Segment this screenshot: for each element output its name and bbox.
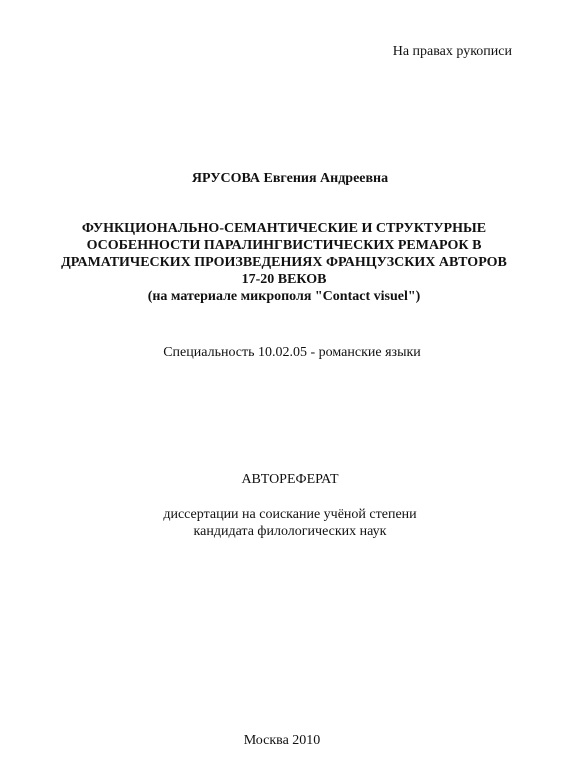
document-type: АВТОРЕФЕРАТ — [241, 472, 339, 487]
title-line-3: ДРАМАТИЧЕСКИХ ПРОИЗВЕДЕНИЯХ ФРАНЦУЗСКИХ АВТОРОВ — [61, 255, 507, 270]
title-line-4: 17-20 ВЕКОВ — [241, 272, 327, 287]
degree-line-2: кандидата филологических наук — [193, 524, 387, 539]
title-line-2: ОСОБЕННОСТИ ПАРАЛИНГВИСТИЧЕСКИХ РЕМАРОК В — [86, 238, 482, 253]
specialty-line: Специальность 10.02.05 - романские языки — [163, 345, 421, 360]
manuscript-rights-note: На правах рукописи — [392, 44, 512, 59]
degree-line-1: диссертации на соискание учёной степени — [163, 507, 417, 522]
degree-description — [6, 506, 568, 540]
title-subtitle: (на материале микрополя "Contact visuel") — [147, 289, 421, 304]
title-line-1: ФУНКЦИОНАЛЬНО-СЕМАНТИЧЕСКИЕ И СТРУКТУРНЫЕ — [81, 221, 487, 236]
author-name: ЯРУСОВА Евгения Андреевна — [191, 171, 389, 186]
city-year: Москва 2010 — [243, 733, 321, 748]
dissertation-title — [0, 220, 568, 305]
